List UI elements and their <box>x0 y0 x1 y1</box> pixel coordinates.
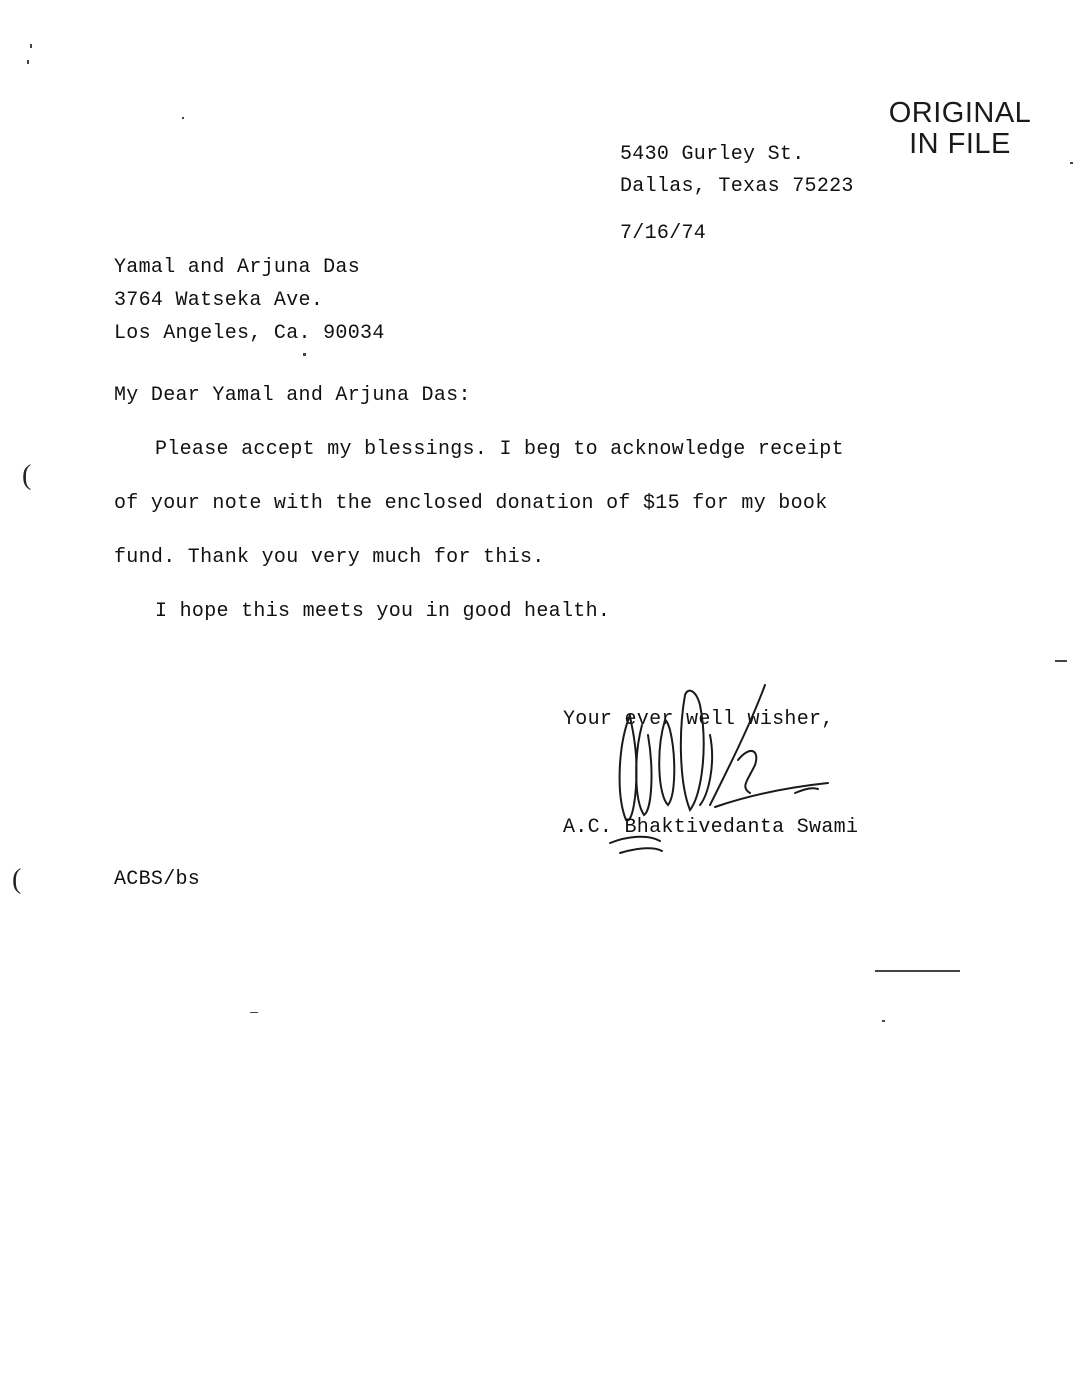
closing: Your ever well wisher, <box>563 708 834 731</box>
margin-mark-1: ( <box>22 460 32 491</box>
original-in-file-stamp <box>880 98 1040 160</box>
reference-initials: ACBS/bs <box>114 868 201 891</box>
scan-speck <box>27 60 29 64</box>
stamp-line-1: ORIGINAL <box>888 97 1032 129</box>
letter-date: 7/16/74 <box>620 222 707 245</box>
scan-dash <box>875 970 960 972</box>
sender-city: Dallas, Texas 75223 <box>620 175 854 198</box>
recipient-street: 3764 Watseka Ave. <box>114 289 324 312</box>
body-line-1: Please accept my blessings. I beg to acknowledge receipt <box>155 438 844 461</box>
scan-speck <box>303 353 306 356</box>
stamp-line-2: IN FILE <box>909 128 1011 160</box>
scan-speck <box>882 1020 885 1022</box>
scan-dash <box>1055 660 1067 662</box>
salutation: My Dear Yamal and Arjuna Das: <box>114 384 471 407</box>
recipient-city: Los Angeles, Ca. 90034 <box>114 322 385 345</box>
scan-dash <box>250 1012 258 1013</box>
signer-name: A.C. Bhaktivedanta Swami <box>563 816 859 839</box>
body-line-3: fund. Thank you very much for this. <box>114 546 545 569</box>
scan-speck <box>182 117 184 119</box>
recipient-name: Yamal and Arjuna Das <box>114 256 361 279</box>
body-line-4: I hope this meets you in good health. <box>155 600 611 623</box>
scan-speck <box>30 44 32 48</box>
scan-speck <box>1070 162 1073 164</box>
margin-mark-2: ( <box>12 864 22 895</box>
body-line-2: of your note with the enclosed donation of $15 for my book <box>114 492 828 515</box>
sender-street: 5430 Gurley St. <box>620 143 805 166</box>
